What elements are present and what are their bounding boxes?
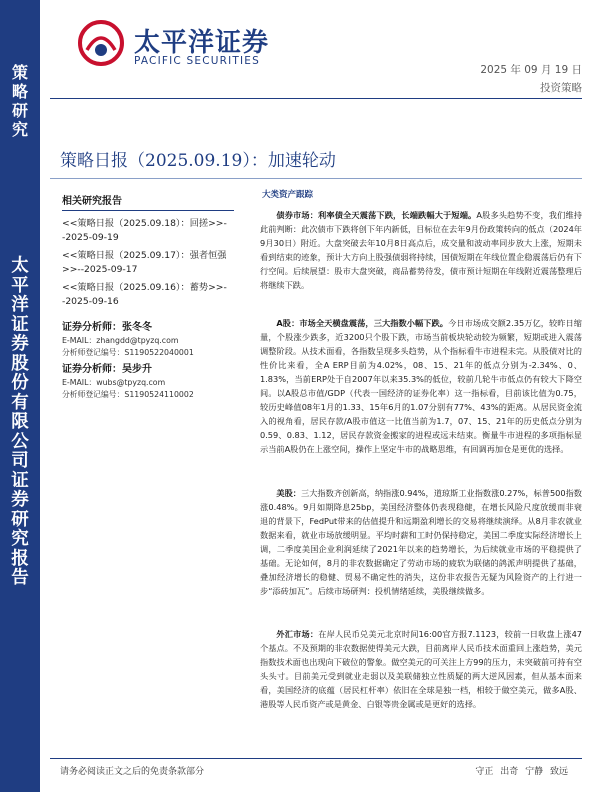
analyst-cert: 分析师登记编号：S1190524110002 (62, 390, 194, 399)
report-category: 投资策略 (540, 82, 582, 94)
footer-divider (50, 758, 582, 759)
paragraph-fx-market (260, 627, 582, 711)
report-date: 2025 年 09 月 19 日 (480, 64, 582, 76)
paragraph-lead: 外汇市场： (276, 629, 319, 639)
logo-name-cn: 太平洋证券 (134, 28, 270, 58)
paragraph-a-share (260, 316, 582, 456)
paragraph-body: A股多头趋势不变，我们维持此前判断：此次债市下跌将创下年内新低，目标位在去年9月份政策转向的低点（2024年9月30日）附近。大盘突破去年10月8日高点后，成交量和波动率同步放大上涨，短期未看到结束的迹象，预计大方向上股强债弱将持续，国债短期在年线位置企稳震荡后仍有下行空间。后续展望：股市大盘突破，商品蓄势待发，债市预计短期在年线附近震荡整理后将继续下跌。 (260, 210, 582, 290)
analyst-block (62, 321, 234, 359)
analyst-name: 证券分析师：张冬冬 (62, 322, 152, 333)
sidebar-company-label: 太 平 洋 证 券 股 份 有 限 公 司 证 券 研 究 报 告 (11, 256, 29, 588)
pacific-logo-icon (78, 20, 124, 66)
related-report-link[interactable]: <<策略日报（2025.09.18）：回搓>>--2025-09-19 (62, 218, 227, 243)
paragraph-body: 今日市场成交额2.35万亿，较昨日缩量，个股涨少跌多，近3200只个股下跌，市场当前板块轮动较为频繁，短期或进入震荡调整阶段。从技术面看，各指数呈现多头趋势，从个指标看牛市进程未完。从股债对比的性价比来看，全A ERP目前为4.02%，08、15、21年的低点分别为-2.34%、0、1.83%，当前ERP处于自2007年以来35.3%的低位，较前几轮牛市低点仍有较大下降空间。以A股总市值/GDP（代表一国经济的证券化率）这一指标看，目前该比值为0.75，较历史峰值08年1月的1.33、15年6月的1.07分别有77%、43%的距离。从居民资金流入的视角看，居民存款/A股市值这一比值当前为1.7，07、15、21年的历史低点分别为0.59、0.83、1.12，居民存款资金搬家的进程或远未结束。衡量牛市进程的多项指标显示当前A股仍在上涨空间，操作上坚定牛市的战略思维，有回调再加仓是更优的选择。 (260, 318, 582, 454)
related-report-link[interactable]: <<策略日报（2025.09.16）：蓄势>>--2025-09-16 (62, 282, 227, 307)
analyst-block (62, 363, 234, 401)
related-report-link[interactable]: <<策略日报（2025.09.17）：强者恒强>>--2025-09-17 (62, 250, 227, 275)
section-heading: 大类资产跟踪 (262, 190, 314, 200)
analyst-cert: 分析师登记编号：S1190522040001 (62, 348, 194, 357)
left-column (62, 192, 234, 401)
company-logo (78, 20, 338, 72)
paragraph-body: 在岸人民币兑美元北京时间16:00官方报7.1123，较前一日收盘上涨47个基点。不及预期的非农数据使得美元大跌，目前离岸人民币技术面重回上涨趋势，美元指数技术面也出现向下破位的警象。做空美元的可关注上方99的压力，未突破前可持有空头头寸。目前美元受到就业走弱以及美联储独立性质疑的两大逆风因素，但从基本面来看，美国经济的底蕴（居民杠杆率）依旧在全球是独一档，相较于做空美元，做多A股、港股等人民币资产或是黄金、白银等贵金属或是更好的选择。 (260, 629, 582, 709)
sidebar-top-label: 策 略 研 究 (11, 63, 28, 139)
footer-motto: 守正 出奇 宁静 致远 (475, 767, 568, 777)
paragraph-lead: 债券市场：利率债全天震荡下跌，长端跌幅大于短端。 (276, 210, 477, 220)
footer-disclaimer: 请务必阅读正文之后的免责条款部分 (60, 767, 205, 777)
page-title: 策略日报（2025.09.19）：加速轮动 (60, 151, 336, 171)
analyst-email[interactable]: E-MAIL：wubs@tpyzq.com (62, 378, 166, 387)
logo-name-en: PACIFIC SECURITIES (134, 55, 261, 67)
related-reports-heading: 相关研究报告 (62, 192, 234, 211)
paragraph-body: 三大指数齐创新高，纳指涨0.94%，道琼斯工业指数涨0.27%，标普500指数涨0.48%。9月如期降息25bp，美国经济整体仍表现稳健，在增长风险尺度放缓而非衰退的背景下，FedPut带来的估值提升和远期盈利增长的交易将继续演绎。从8月非农就业数据来看，就业市场放缓明显。平均时薪和工时仍保持稳定，美国二季度实际经济增长上调，二季度美国企业利润延续了2021年以来的趋势增长，为后续就业市场的平稳提供了基础。无论如何，8月的非农数据确定了劳动市场的疲软为联储的鸽派声明提供了基础，叠加经济增长的稳健、贸易不确定性的消失，这份非农报告无疑为风险资产的上行进一步“添砖加瓦”。后续市场研判：投机情绪延续，美股继续做多。 (260, 488, 582, 596)
analyst-name: 证券分析师：吴步升 (62, 364, 152, 375)
title-divider (50, 178, 582, 179)
paragraph-us-stocks (260, 486, 582, 598)
paragraph-bond-market (260, 208, 582, 292)
header-divider (50, 98, 582, 99)
sidebar-band (0, 0, 40, 792)
analyst-email[interactable]: E-MAIL：zhangdd@tpyzq.com (62, 336, 179, 345)
paragraph-lead: A股：市场全天横盘震荡，三大指数小幅下跌。 (276, 318, 449, 328)
paragraph-lead: 美股： (276, 488, 302, 498)
